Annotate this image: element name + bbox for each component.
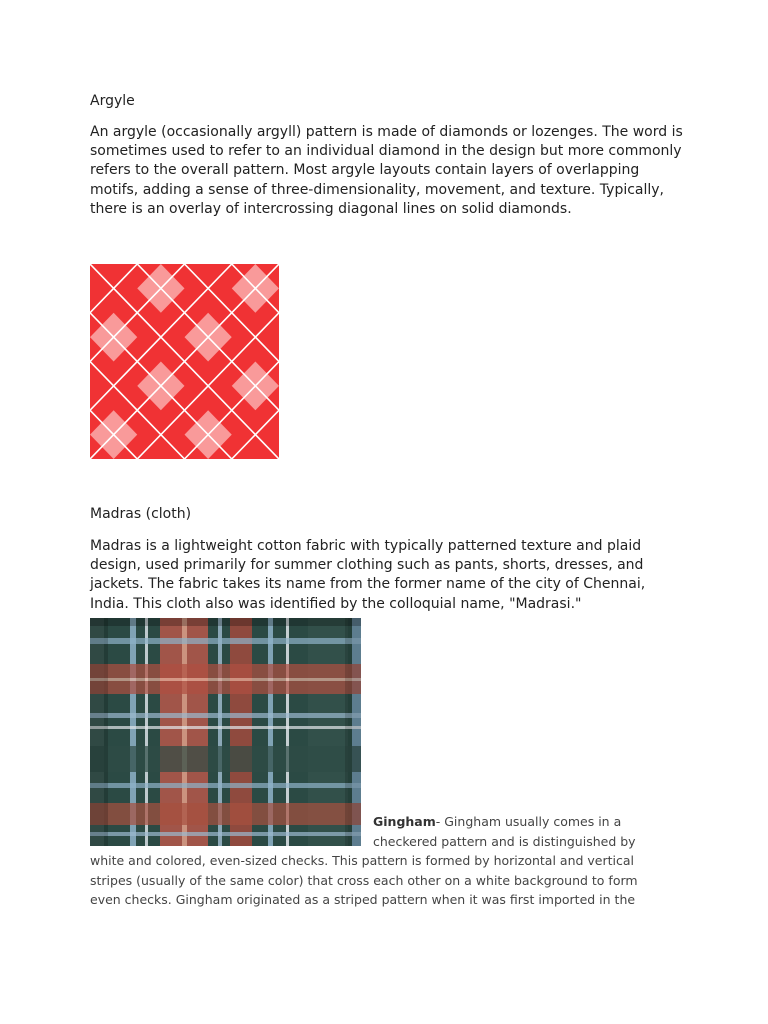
argyle-line: there is an overlay of intercrossing diagonal lines on solid diamonds.	[90, 200, 572, 217]
gingham-title: Gingham	[373, 814, 436, 829]
gingham-lead-line	[90, 812, 690, 832]
madras-heading: Madras (cloth)	[90, 506, 192, 522]
madras-line: jackets. The fabric takes its name from the former name of the city of Chennai,	[90, 576, 646, 593]
argyle-heading: Argyle	[90, 93, 135, 109]
madras-line: Madras is a lightweight cotton fabric with typically patterned texture and plaid	[90, 538, 642, 554]
gingham-line: stripes (usually of the same color) that cross each other on a white background to form	[90, 872, 638, 888]
argyle-line: An argyle (occasionally argyll) pattern is made of diamonds or lozenges. The word is	[90, 124, 683, 140]
argyle-pattern-image	[90, 264, 279, 459]
argyle-line: sometimes used to refer to an individual diamond in the design but more commonly	[90, 143, 682, 160]
madras-line: India. This cloth also was identified by the colloquial name, "Madrasi."	[90, 595, 582, 612]
gingham-lead: - Gingham usually comes in a	[435, 814, 622, 829]
gingham-line: checkered pattern and is distinguished by	[373, 833, 636, 849]
argyle-line: motifs, adding a sense of three-dimensionality, movement, and texture. Typically,	[90, 181, 665, 198]
gingham-paragraph	[90, 812, 690, 910]
argyle-paragraph	[90, 123, 690, 219]
gingham-line: white and colored, even-sized checks. This pattern is formed by horizontal and vertical	[90, 853, 635, 868]
madras-paragraph	[90, 537, 690, 614]
madras-line: design, used primarily for summer clothing such as pants, shorts, dresses, and	[90, 557, 644, 574]
argyle-line: refers to the overall pattern. Most argyle layouts contain layers of overlapping	[90, 162, 640, 179]
gingham-line: even checks. Gingham originated as a striped pattern when it was first imported in the	[90, 892, 636, 907]
